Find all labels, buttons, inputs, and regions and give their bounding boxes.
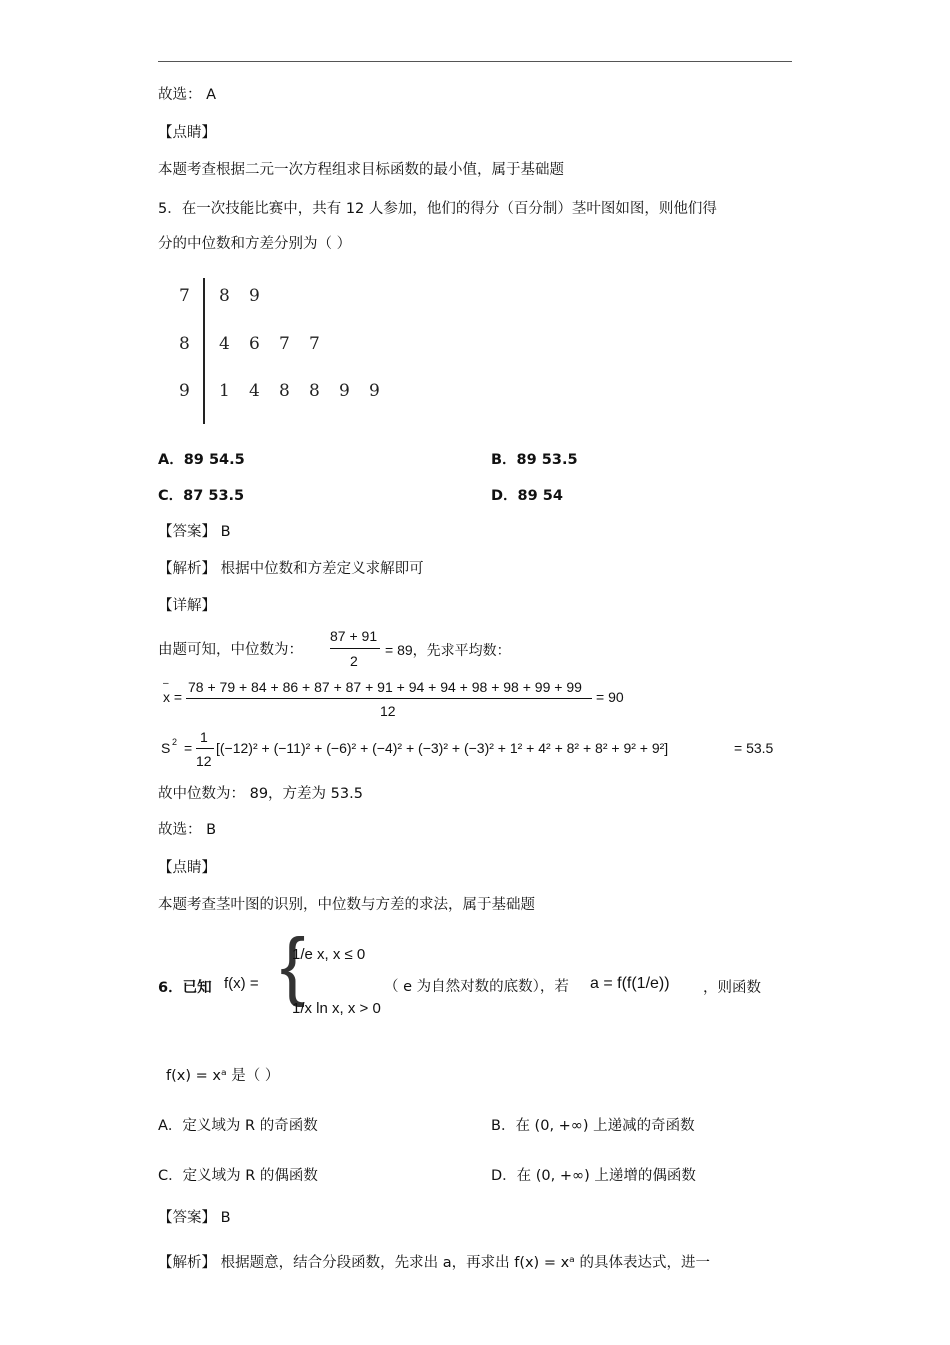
option-a[interactable]: A．定义域为 R 的奇函数 xyxy=(158,1118,318,1134)
option-c[interactable]: C．87 53.5 xyxy=(158,488,245,504)
mean-x: x = xyxy=(163,689,183,705)
header-rule xyxy=(158,61,792,62)
leaf: 9 xyxy=(369,381,380,401)
q6-a-def: a = f(f(1/e)) xyxy=(590,975,670,992)
q6-lead: 6．已知 xyxy=(158,980,212,996)
median-result: = 89，先求平均数： xyxy=(385,642,511,658)
q6-case2: 1/x ln x, x > 0 xyxy=(292,1000,381,1017)
piecewise-brace: { xyxy=(280,923,306,1008)
leaf: 4 xyxy=(219,334,230,354)
leaf: 8 xyxy=(279,381,290,401)
stem-divider xyxy=(203,278,205,424)
q5-note: 本题考查茎叶图的识别，中位数与方差的求法，属于基础题 xyxy=(158,897,535,913)
median-fraction-bar xyxy=(330,648,380,649)
q5-stem-line2: 分的中位数和方差分别为（ ） xyxy=(158,236,352,252)
q6-analysis: 【解析】 根据题意，结合分段函数，先求出 a，再求出 f(x) = xᵃ 的具体表达式，进一 xyxy=(158,1255,710,1271)
stem: 7 xyxy=(179,286,190,306)
leaf: 6 xyxy=(249,334,260,354)
stem: 9 xyxy=(179,381,190,401)
mean-denominator: 12 xyxy=(380,703,396,719)
leaf: 7 xyxy=(279,334,290,354)
option-d[interactable]: D．在 (0, +∞) 上递增的偶函数 xyxy=(491,1168,696,1184)
option-c[interactable]: C．定义域为 R 的偶函数 xyxy=(158,1168,318,1184)
option-b[interactable]: B．在 (0, +∞) 上递减的奇函数 xyxy=(491,1118,695,1134)
variance-symbol: S xyxy=(161,740,171,756)
median-prefix: 由题可知，中位数为： xyxy=(158,642,303,658)
variance-equals: = xyxy=(184,740,193,756)
q6-line2: f(x) = xᵃ 是（ ） xyxy=(166,1068,280,1084)
q5-analysis: 【解析】 根据中位数和方差定义求解即可 xyxy=(158,561,424,577)
mean-fraction-bar xyxy=(186,698,592,699)
q6-answer: 【答案】 B xyxy=(158,1210,231,1226)
q6-case1: 1/e x, x ≤ 0 xyxy=(292,946,366,963)
q6-tail: ，则函数 xyxy=(703,980,761,996)
q6-paren-note: （ e 为自然对数的底数），若 xyxy=(384,979,569,995)
variance-fraction-bar xyxy=(196,748,214,749)
leaf: 4 xyxy=(249,381,260,401)
q5-detail-head: 【详解】 xyxy=(158,598,216,614)
option-a[interactable]: A．89 54.5 xyxy=(158,452,245,468)
q6-fx: f(x) = xyxy=(224,975,259,992)
stem: 8 xyxy=(179,334,190,354)
option-d[interactable]: D．89 54 xyxy=(491,488,563,504)
leaf: 9 xyxy=(339,381,350,401)
option-b[interactable]: B．89 53.5 xyxy=(491,452,578,468)
mean-bar-symbol: – xyxy=(163,678,169,689)
variance-result: = 53.5 xyxy=(734,740,774,756)
leaf: 7 xyxy=(309,334,320,354)
leaf: 1 xyxy=(219,381,230,401)
variance-frac-num: 1 xyxy=(200,729,208,745)
q5-answer: 【答案】 B xyxy=(158,524,231,540)
median-numerator: 87 + 91 xyxy=(330,628,378,644)
q4-note-head: 【点睛】 xyxy=(158,125,216,141)
q5-choice: 故选： B xyxy=(158,822,217,838)
leaf: 9 xyxy=(249,286,260,306)
q5-stem-line1: 5．在一次技能比赛中，共有 12 人参加，他们的得分（百分制）茎叶图如图，则他们得 xyxy=(158,201,717,217)
mean-result: = 90 xyxy=(596,689,624,705)
q5-conclusion: 故中位数为： 89，方差为 53.5 xyxy=(158,786,363,802)
mean-numerator: 78 + 79 + 84 + 86 + 87 + 87 + 91 + 94 + 94 + 98 + 98 + 99 + 99 xyxy=(188,679,582,695)
leaf: 8 xyxy=(219,286,230,306)
q5-note-head: 【点睛】 xyxy=(158,860,216,876)
q4-choice: 故选： A xyxy=(158,87,217,103)
variance-terms: [(−12)² + (−11)² + (−6)² + (−4)² + (−3)² + (−3)² + 1² + 4² + 8² + 8² + 9² + 9²] xyxy=(216,740,669,756)
leaf: 8 xyxy=(309,381,320,401)
q4-note: 本题考查根据二元一次方程组求目标函数的最小值，属于基础题 xyxy=(158,162,564,178)
variance-frac-den: 12 xyxy=(196,753,212,769)
median-denominator: 2 xyxy=(350,653,358,669)
variance-exponent: 2 xyxy=(172,737,178,747)
